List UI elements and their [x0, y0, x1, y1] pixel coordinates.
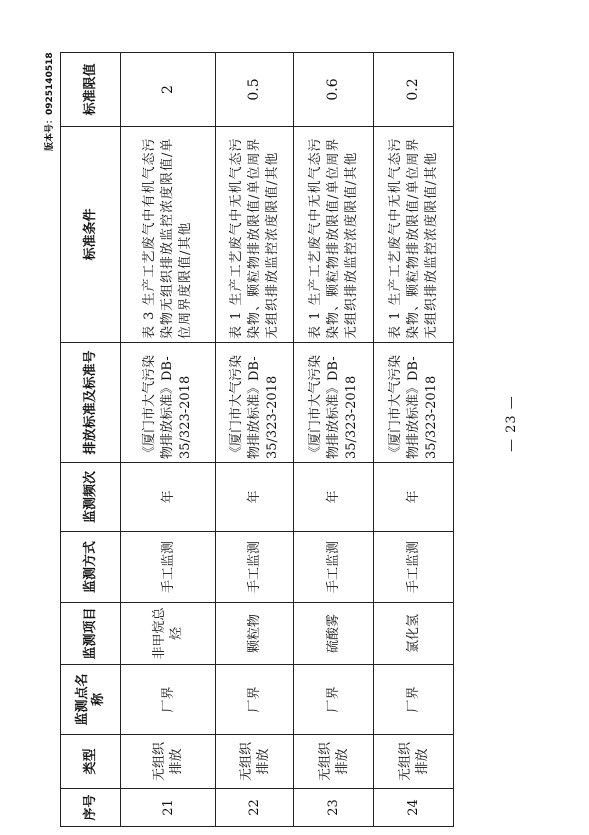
- cell-item: 非甲烷总烃: [121, 603, 216, 665]
- header-method: 监测方式: [61, 532, 121, 603]
- cell-standard: 《厦门市大气污染物排放标准》DB-35/323-2018: [294, 343, 374, 463]
- cell-standard: 《厦门市大气污染物排放标准》DB-35/323-2018: [121, 343, 216, 463]
- cell-point: 厂界: [374, 665, 454, 735]
- table-row: [121, 53, 216, 827]
- header-seq: 序号: [61, 789, 121, 827]
- version-number: 版本号：0925140518: [45, 52, 55, 151]
- table-row: [374, 53, 454, 827]
- cell-limit: 2: [121, 53, 216, 127]
- cell-type: 无组织排放: [216, 735, 294, 789]
- cell-method: 手工监测: [121, 532, 216, 603]
- cell-method: 手工监测: [216, 532, 294, 603]
- header-limit: 标准限值: [61, 53, 121, 127]
- cell-point: 厂界: [216, 665, 294, 735]
- table-row: [216, 53, 294, 827]
- table-row: [294, 53, 374, 827]
- cell-limit: 0.5: [216, 53, 294, 127]
- cell-type: 无组织排放: [121, 735, 216, 789]
- cell-freq: 年: [374, 463, 454, 532]
- cell-point: 厂界: [294, 665, 374, 735]
- cell-cond: 表 3 生产工艺废气中有机气态污染物无组织排放监控浓度限值/单位周界度限值/其他: [121, 127, 216, 343]
- cell-type: 无组织排放: [294, 735, 374, 789]
- cell-point: 厂界: [121, 665, 216, 735]
- cell-type: 无组织排放: [374, 735, 454, 789]
- cell-limit: 0.6: [294, 53, 374, 127]
- cell-cond: 表 1 生产工艺废气中无机气态污染物、颗粒物排放限值/单位周界无组织排放监控浓度限值/其他: [374, 127, 454, 343]
- cell-item: 氯化氢: [374, 603, 454, 665]
- cell-method: 手工监测: [374, 532, 454, 603]
- header-type: 类型: [61, 735, 121, 789]
- cell-cond: 表 1 生产工艺废气中无机气态污染物、颗粒物排放限值/单位周界无组织排放监控浓度限值/其他: [294, 127, 374, 343]
- cell-item: 硫酸雾: [294, 603, 374, 665]
- cell-freq: 年: [294, 463, 374, 532]
- cell-item: 颗粒物: [216, 603, 294, 665]
- cell-limit: 0.2: [374, 53, 454, 127]
- cell-freq: 年: [216, 463, 294, 532]
- cell-freq: 年: [121, 463, 216, 532]
- header-item: 监测项目: [61, 603, 121, 665]
- header-cond: 标准条件: [61, 127, 121, 343]
- cell-standard: 《厦门市大气污染物排放标准》DB-35/323-2018: [374, 343, 454, 463]
- cell-cond: 表 1 生产工艺废气中无机气态污染物、颗粒物排放限值/单位周界无组织排放监控浓度限值/其他: [216, 127, 294, 343]
- monitoring-table: [60, 52, 454, 827]
- cell-seq: 23: [294, 789, 374, 827]
- header-row: [61, 53, 121, 827]
- page-number: — 23 —: [504, 395, 519, 452]
- header-freq: 监测频次: [61, 463, 121, 532]
- header-standard: 排放标准及标准号: [61, 343, 121, 463]
- cell-seq: 24: [374, 789, 454, 827]
- header-point: 监测点名称: [61, 665, 121, 735]
- cell-standard: 《厦门市大气污染物排放标准》DB-35/323-2018: [216, 343, 294, 463]
- cell-seq: 21: [121, 789, 216, 827]
- cell-method: 手工监测: [294, 532, 374, 603]
- cell-seq: 22: [216, 789, 294, 827]
